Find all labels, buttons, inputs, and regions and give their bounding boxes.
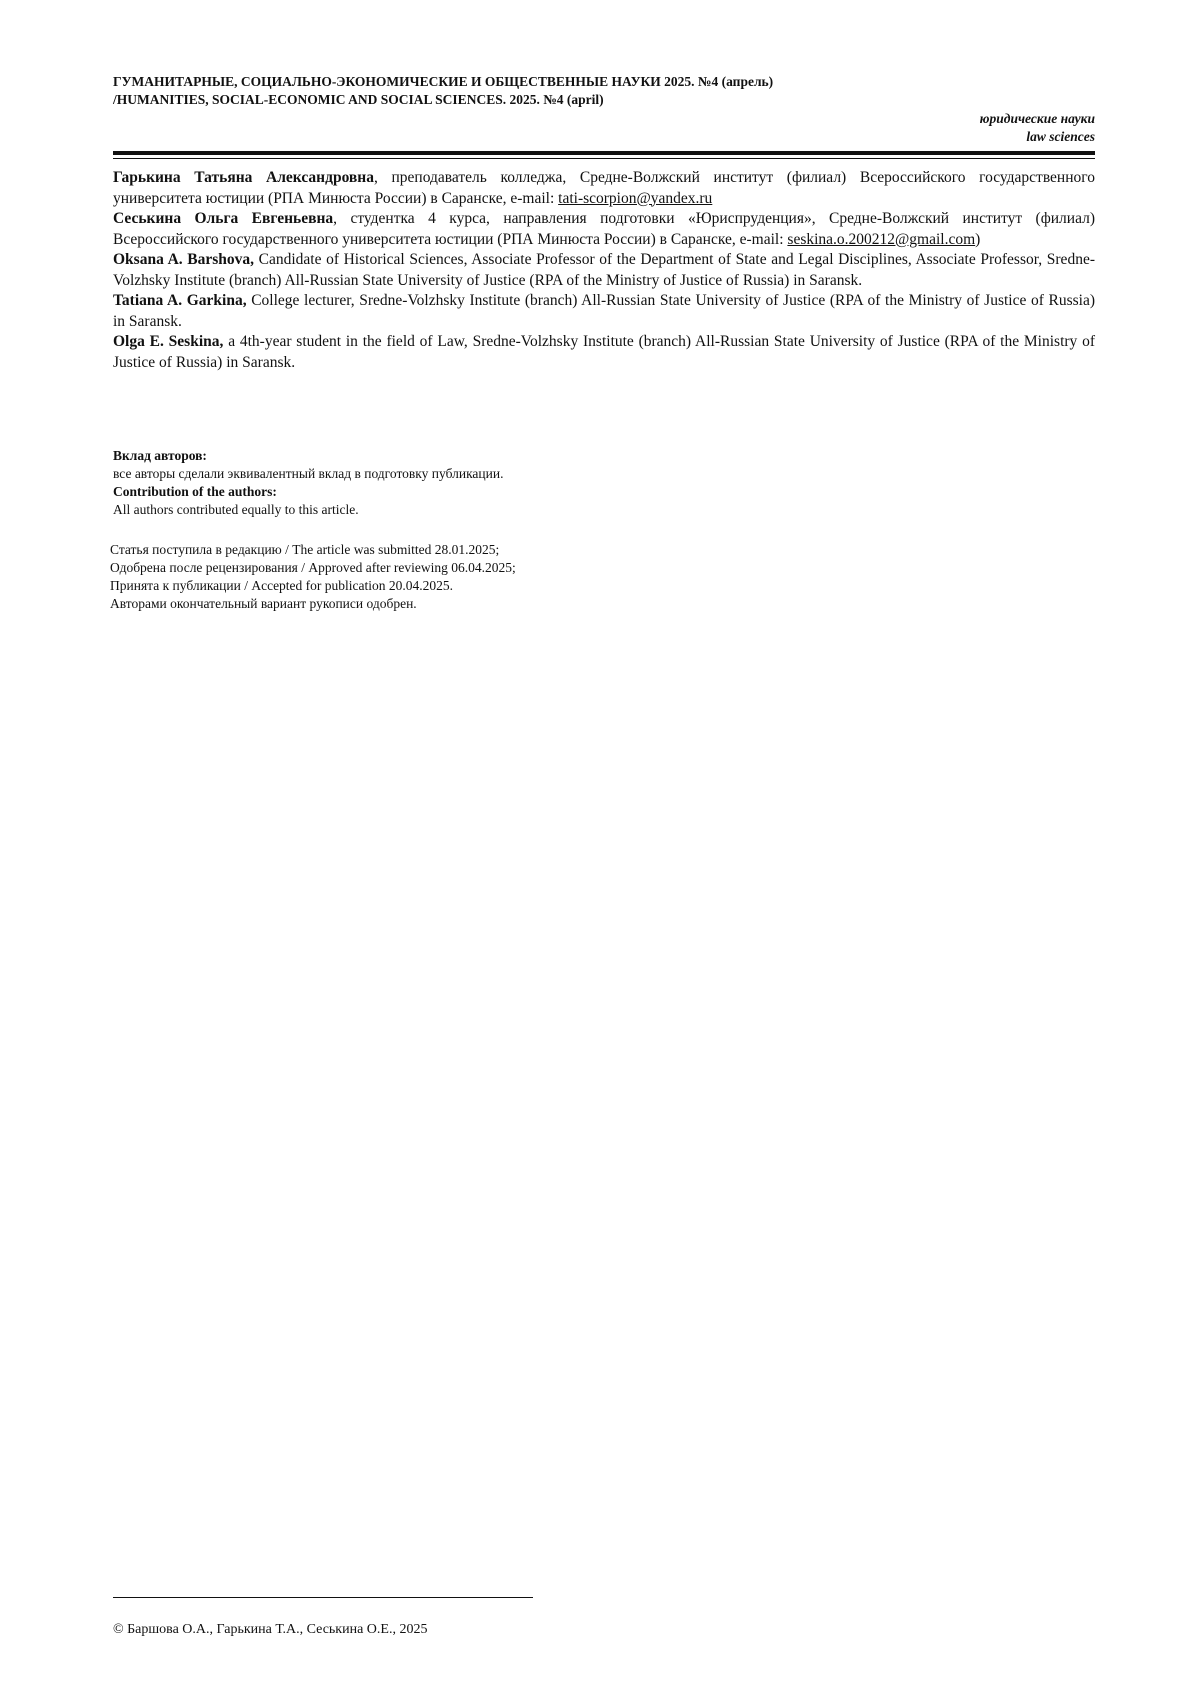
- footnote-rule: [113, 1597, 533, 1598]
- journal-title-ru: ГУМАНИТАРНЫЕ, СОЦИАЛЬНО-ЭКОНОМИЧЕСКИЕ И ОБЩЕСТВЕННЫЕ НАУКИ 2025. №4 (апрель): [113, 74, 774, 89]
- author-entry: [113, 291, 1095, 332]
- author-details: , преподаватель колледжа, Средне-Волжский институт (филиал) Всероссийского государственного университета юстиции (РПА Минюста России) в Саранске, e-mail:: [113, 169, 1095, 207]
- author-name: Oksana A. Barshova,: [113, 251, 255, 268]
- publication-dates: [110, 541, 1092, 613]
- document-page: [110, 0, 1096, 1697]
- contribution-heading-ru: Вклад авторов:: [113, 448, 207, 463]
- author-info: [113, 168, 1095, 373]
- section-ru: юридические науки: [979, 111, 1095, 126]
- contribution-text-en: All authors contributed equally to this article.: [113, 502, 359, 517]
- author-details: , студентка 4 курса, направления подготовки «Юриспруденция», Средне-Волжский институт (филиал) Всероссийского государственного университета юстиции (РПА Минюста России) в Саранске, e-mail:: [113, 210, 1095, 248]
- author-name: Сеськина Ольга Евгеньевна: [113, 210, 334, 227]
- author-name: Tatiana A. Garkina,: [113, 292, 247, 309]
- author-email-link[interactable]: seskina.o.200212@gmail.com: [787, 230, 976, 248]
- author-details: Candidate of Historical Sciences, Associate Professor of the Department of State and Legal Disciplines, Associate Professor, Sredne-Volzhsky Institute (branch) All-Russian State University of Justice (RPA of the Ministry of Justice of Russia) in Saransk.: [113, 251, 1095, 289]
- journal-header: [113, 73, 1095, 109]
- date-submitted: Статья поступила в редакцию / The article was submitted 28.01.2025;: [110, 542, 500, 557]
- header-rule-thin: [113, 158, 1095, 159]
- section-en: law sciences: [1026, 129, 1095, 144]
- author-email-link[interactable]: tati-scorpion@yandex.ru: [558, 189, 713, 207]
- manuscript-approved-note: Авторами окончательный вариант рукописи одобрен.: [110, 596, 417, 611]
- author-tail: ): [975, 230, 981, 248]
- section-tag: [980, 110, 1095, 146]
- header-rule-thick: [113, 151, 1095, 155]
- author-name: Olga E. Seskina,: [113, 333, 224, 350]
- author-entry: [113, 332, 1095, 373]
- contribution-text-ru: все авторы сделали эквивалентный вклад в подготовку публикации.: [113, 466, 504, 481]
- author-details: a 4th-year student in the field of Law, Sredne-Volzhsky Institute (branch) All-Russian State University of Justice (RPA of the Ministry of Justice of Russia) in Saransk.: [113, 333, 1096, 371]
- author-entry: [113, 209, 1095, 250]
- journal-title-en: /HUMANITIES, SOCIAL-ECONOMIC AND SOCIAL SCIENCES. 2025. №4 (april): [113, 92, 604, 107]
- date-accepted: Принята к публикации / Accepted for publication 20.04.2025.: [110, 578, 454, 593]
- author-details: College lecturer, Sredne-Volzhsky Institute (branch) All-Russian State University of Justice (RPA of the Ministry of Justice of Russia) in Saransk.: [113, 292, 1096, 330]
- author-name: Гарькина Татьяна Александровна: [113, 169, 374, 186]
- author-entry: [113, 250, 1095, 291]
- contribution-block: [113, 447, 1095, 519]
- contribution-heading-en: Contribution of the authors:: [113, 484, 277, 499]
- date-approved: Одобрена после рецензирования / Approved after reviewing 06.04.2025;: [110, 560, 516, 575]
- copyright-notice: © Баршова О.А., Гарькина Т.А., Сеськина О.Е., 2025: [113, 1622, 428, 1637]
- author-entry: [113, 168, 1095, 209]
